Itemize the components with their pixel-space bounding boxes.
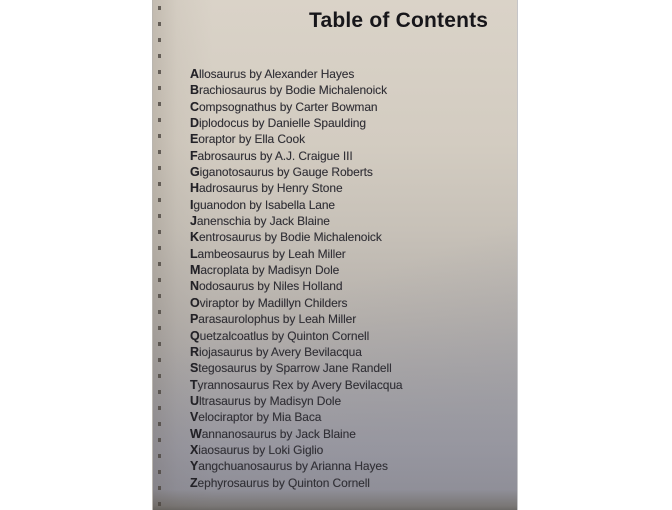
entry-initial: X <box>190 442 199 457</box>
toc-entry: Xiaosaurus by Loki Giglio <box>190 442 324 457</box>
entry-initial: N <box>190 279 199 294</box>
entry-initial: P <box>190 312 199 327</box>
entry-initial: S <box>190 361 199 376</box>
toc-entry: Riojasaurus by Avery Bevilacqua <box>190 344 362 359</box>
toc-entry: Diplodocus by Danielle Spaulding <box>190 116 366 131</box>
entry-initial: K <box>190 230 199 245</box>
entry-initial: J <box>190 214 197 229</box>
toc-entry: Tyrannosaurus Rex by Avery Bevilacqua <box>190 377 403 392</box>
toc-entry: Kentrosaurus by Bodie Michalenoick <box>190 230 382 245</box>
entry-initial: A <box>190 67 199 81</box>
toc-entry: Eoraptor by Ella Cook <box>190 132 305 147</box>
toc-entry: Zephyrosaurus by Quinton Cornell <box>190 475 370 490</box>
page-title: Table of Contents <box>309 9 489 32</box>
entry-initial: B <box>190 83 199 98</box>
entry-initial: Z <box>190 475 198 490</box>
toc-entry: Brachiosaurus by Bodie Michalenoick <box>190 83 387 98</box>
entry-initial: F <box>190 148 198 163</box>
toc-entry: Allosaurus by Alexander Hayes <box>190 67 355 81</box>
toc-entry: Ultrasaurus by Madisyn Dole <box>190 393 342 408</box>
toc-entry: Compsognathus by Carter Bowman <box>190 99 378 114</box>
entry-initial: I <box>190 197 194 212</box>
document-page <box>153 0 517 510</box>
entry-initial: T <box>190 377 198 392</box>
toc-entry: Nodosaurus by Niles Holland <box>190 279 343 294</box>
entry-initial: R <box>190 344 199 359</box>
toc-entry: Macroplata by Madisyn Dole <box>190 263 340 278</box>
toc-list <box>190 66 510 491</box>
entry-initial: W <box>190 426 202 441</box>
entry-initial: Y <box>190 459 199 474</box>
toc-entry: Fabrosaurus by A.J. Craigue III <box>190 148 353 163</box>
toc-entry: Parasaurolophus by Leah Miller <box>190 312 357 327</box>
toc-entry: Stegosaurus by Sparrow Jane Randell <box>190 361 392 376</box>
entry-initial: E <box>190 132 199 147</box>
entry-initial: O <box>190 295 200 310</box>
binding-edge <box>153 0 167 510</box>
entry-initial: D <box>190 116 199 131</box>
entry-initial: Q <box>190 328 200 343</box>
entry-initial: C <box>190 99 199 114</box>
binding-stitch-dots <box>158 6 161 510</box>
toc-entry: Wannanosaurus by Jack Blaine <box>190 426 356 441</box>
toc-entry: Oviraptor by Madillyn Childers <box>190 295 348 310</box>
entry-initial: L <box>190 246 198 261</box>
entry-initial: U <box>190 393 199 408</box>
toc-entry: Hadrosaurus by Henry Stone <box>190 181 343 196</box>
toc-entry: Janenschia by Jack Blaine <box>190 214 330 229</box>
entry-initial: H <box>190 181 199 196</box>
toc-entry: Giganotosaurus by Gauge Roberts <box>190 165 373 180</box>
entry-initial: M <box>190 263 201 278</box>
entry-initial: G <box>190 165 200 180</box>
toc-entry: Velociraptor by Mia Baca <box>190 410 322 425</box>
toc-entry: Lambeosaurus by Leah Miller <box>190 246 346 261</box>
entry-initial: V <box>190 410 199 425</box>
toc-entry: Iguanodon by Isabella Lane <box>190 197 335 212</box>
toc-entry: Quetzalcoatlus by Quinton Cornell <box>190 328 370 343</box>
toc-entry: Yangchuanosaurus by Arianna Hayes <box>190 459 388 474</box>
